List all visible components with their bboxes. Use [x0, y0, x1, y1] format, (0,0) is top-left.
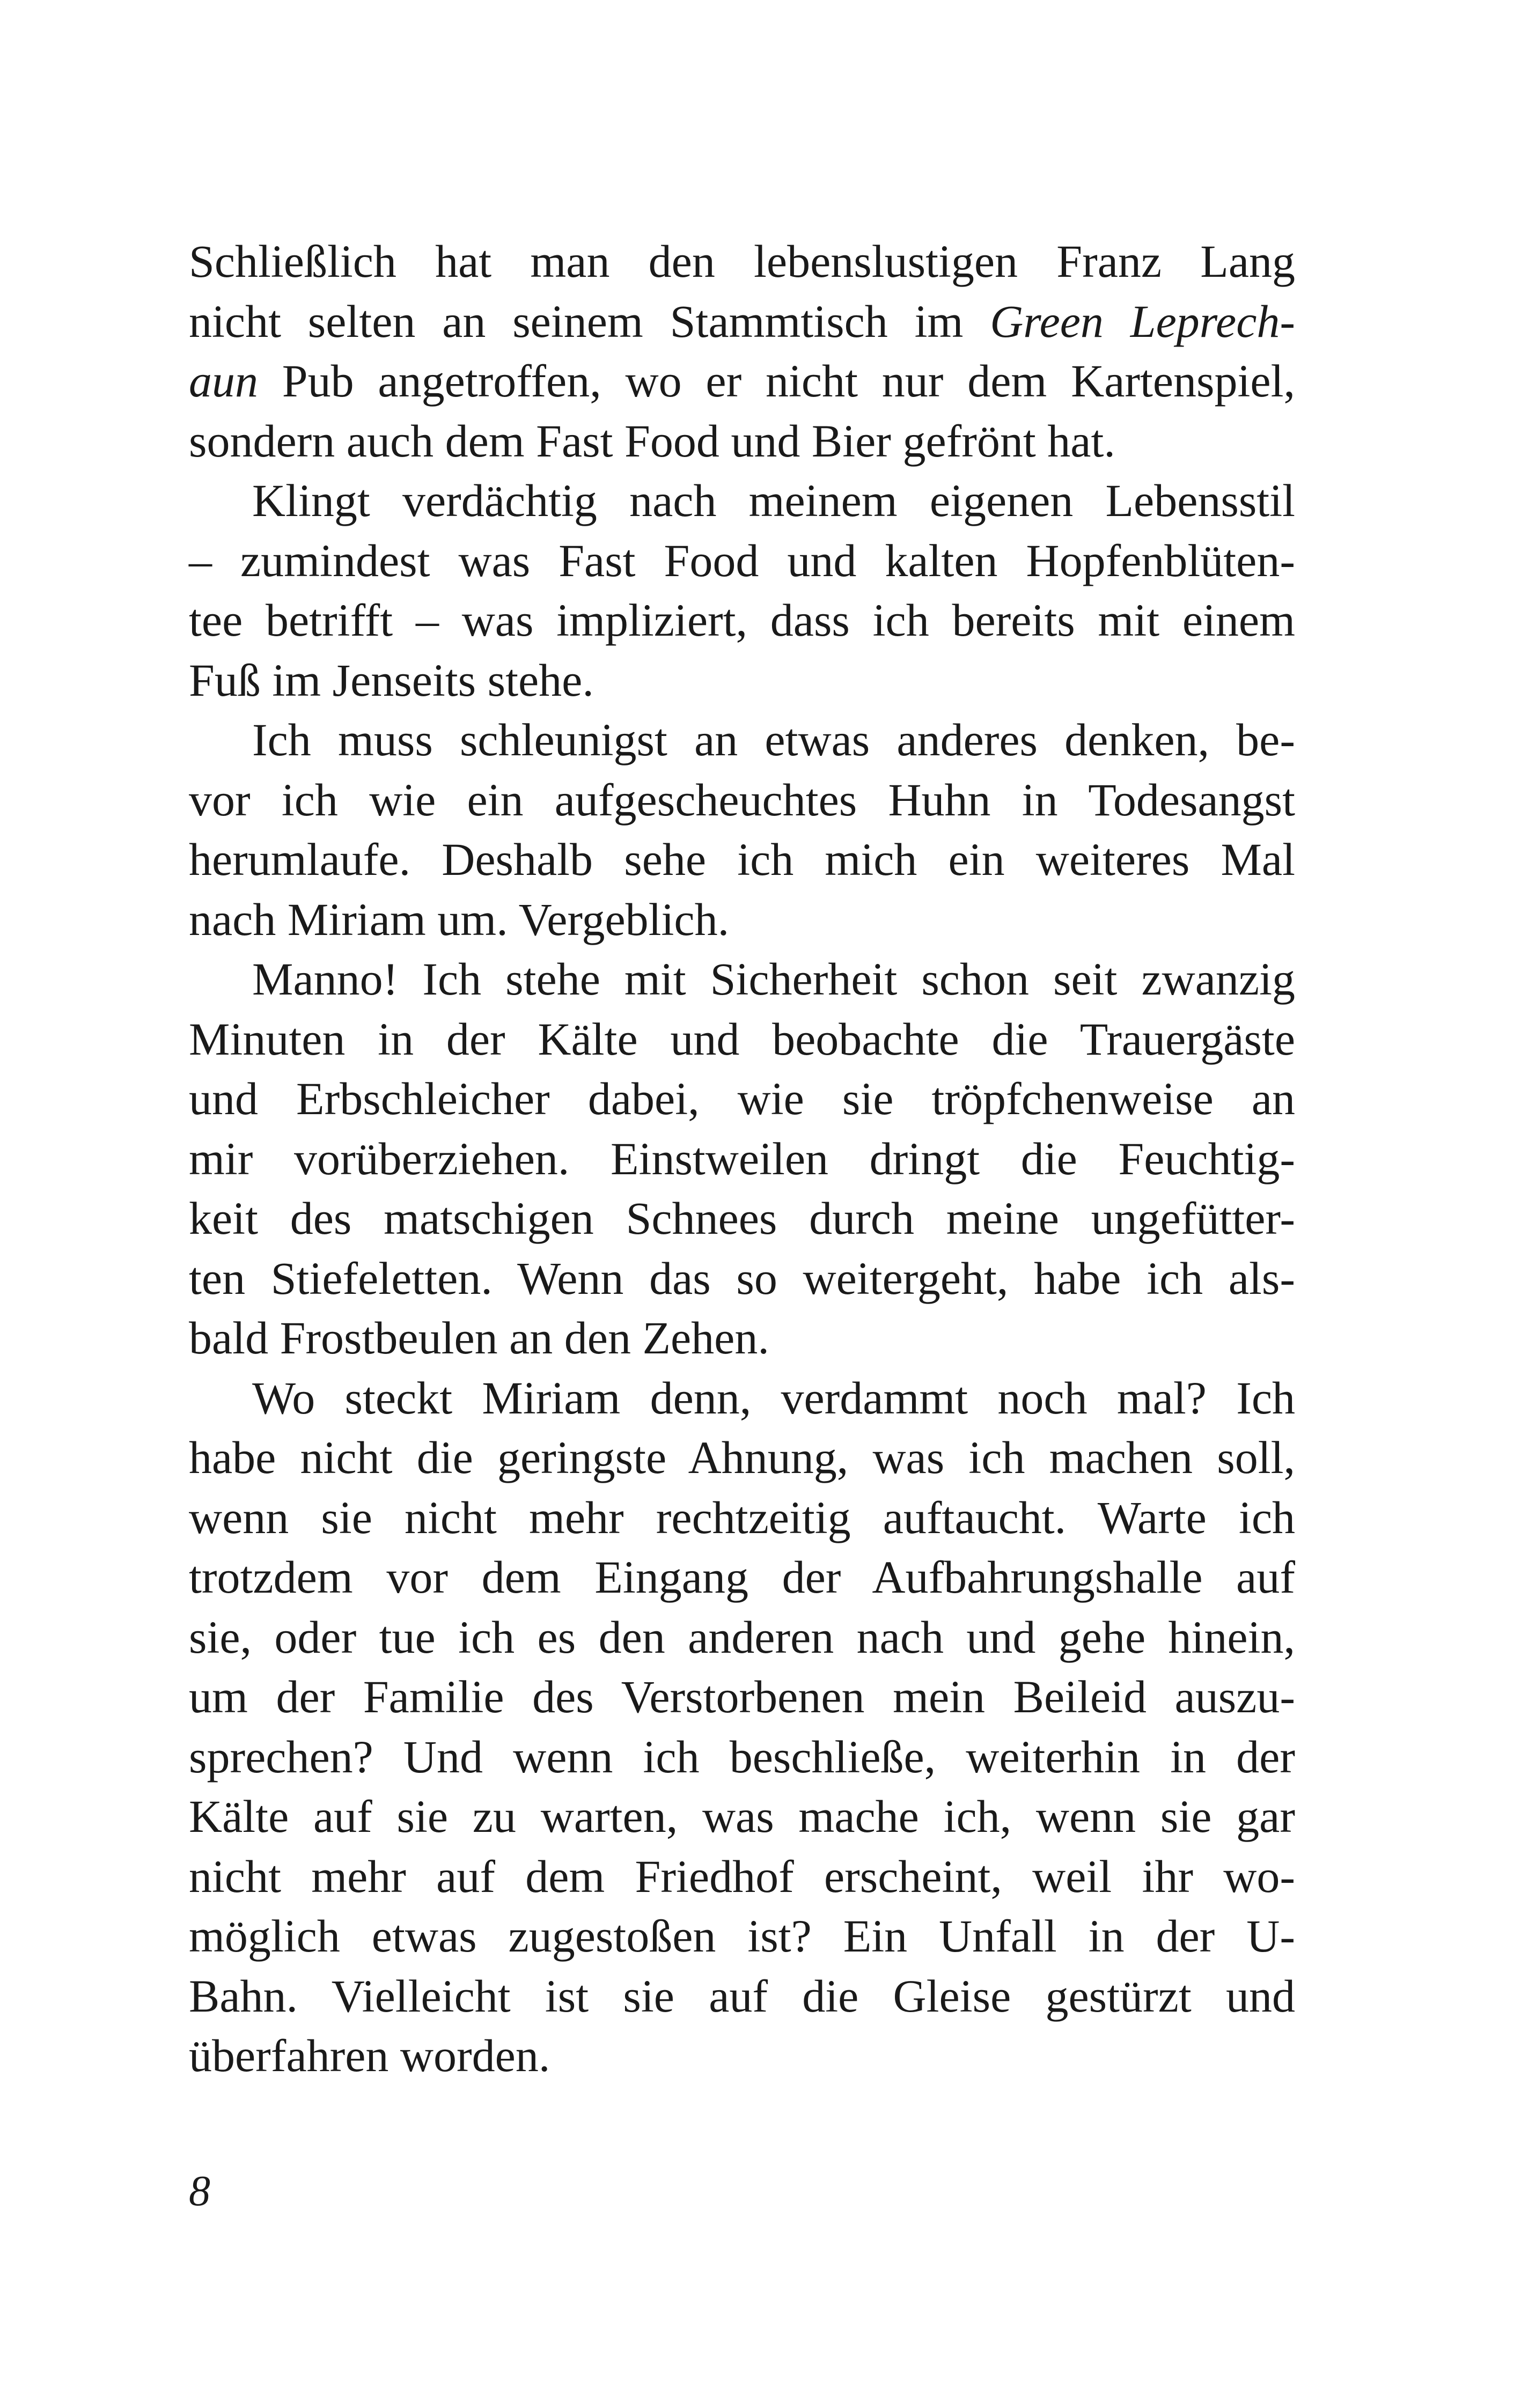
- text-line: ten Stiefeletten. Wenn das so weitergeht, habe ich als-: [189, 1252, 1295, 1304]
- text-line: sprechen? Und wenn ich beschließe, weiterhin in der: [189, 1730, 1295, 1783]
- text-line: um der Familie des Verstorbenen mein Beileid auszu-: [189, 1671, 1295, 1722]
- text-line: Ich muss schleunigst an etwas anderes denken, be-: [252, 714, 1295, 765]
- text-line: Minuten in der Kälte und beobachte die Trauergäste: [189, 1013, 1295, 1065]
- text-line: Schließlich hat man den lebenslustigen Franz Lang: [189, 235, 1295, 287]
- page-number: 8: [189, 2168, 210, 2215]
- text-line: Bahn. Vielleicht ist sie auf die Gleise gestürzt und: [189, 1970, 1295, 2022]
- text-line: aun Pub angetroffen, wo er nicht nur dem Kartenspiel,: [189, 355, 1295, 407]
- text-line: bald Frostbeulen an den Zehen.: [189, 1312, 769, 1364]
- text-line: nicht mehr auf dem Friedhof erscheint, weil ihr wo-: [189, 1850, 1295, 1902]
- text-line: nicht selten an seinem Stammtisch im Green Leprech-: [189, 295, 1295, 347]
- text-line: vor ich wie ein aufgescheuchtes Huhn in Todesangst: [189, 774, 1295, 826]
- text-line: Fuß im Jenseits stehe.: [189, 654, 594, 706]
- text-line: tee betrifft – was impliziert, dass ich bereits mit einem: [189, 594, 1295, 646]
- italic-pub-name: Green Leprech-: [990, 295, 1295, 347]
- text-line: sie, oder tue ich es den anderen nach und gehe hinein,: [189, 1611, 1295, 1663]
- text-line: keit des matschigen Schnees durch meine ungefütter-: [189, 1192, 1295, 1244]
- text-line: nach Miriam um. Vergeblich.: [189, 893, 730, 945]
- text-line: Manno! Ich stehe mit Sicherheit schon seit zwanzig: [252, 953, 1295, 1005]
- text-line: – zumindest was Fast Food und kalten Hopfenblüten-: [189, 534, 1295, 586]
- text-line: überfahren worden.: [189, 2030, 550, 2081]
- text-line: wenn sie nicht mehr rechtzeitig auftaucht. Warte ich: [189, 1491, 1295, 1543]
- text-line: Klingt verdächtig nach meinem eigenen Lebensstil: [252, 475, 1295, 526]
- text-line: und Erbschleicher dabei, wie sie tröpfchenweise an: [189, 1073, 1295, 1124]
- text-line: möglich etwas zugestoßen ist? Ein Unfall in der U-: [189, 1910, 1295, 1962]
- text-line: Wo steckt Miriam denn, verdammt noch mal? Ich: [252, 1372, 1295, 1424]
- text-line: trotzdem vor dem Eingang der Aufbahrungshalle auf: [189, 1551, 1295, 1603]
- italic-pub-name: aun: [189, 355, 258, 407]
- body-text: [189, 232, 1295, 2086]
- text-line: sondern auch dem Fast Food und Bier gefrönt hat.: [189, 415, 1115, 467]
- text-line: mir vorüberziehen. Einstweilen dringt die Feuchtig-: [189, 1132, 1295, 1184]
- text-line: Kälte auf sie zu warten, was mache ich, wenn sie gar: [189, 1791, 1295, 1842]
- text-line: habe nicht die geringste Ahnung, was ich machen soll,: [189, 1432, 1295, 1483]
- text-line: herumlaufe. Deshalb sehe ich mich ein weiteres Mal: [189, 834, 1295, 885]
